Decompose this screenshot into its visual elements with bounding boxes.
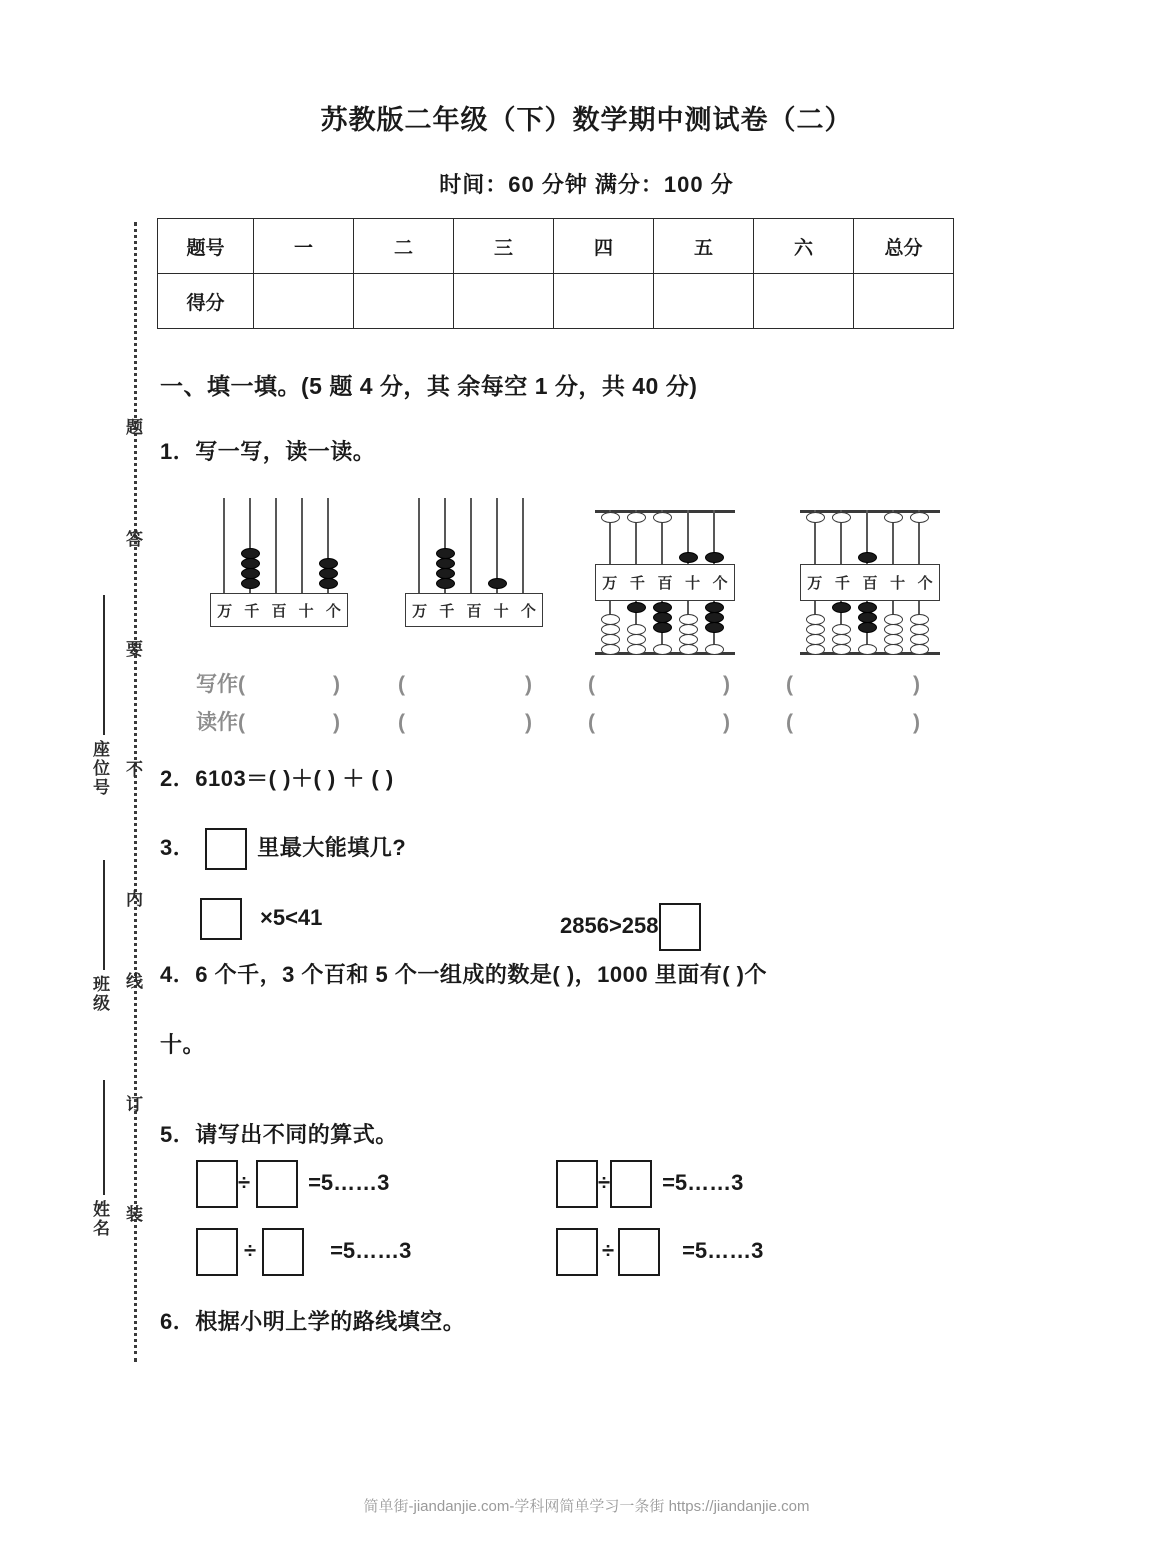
field-label-seat-number: 座位号 — [90, 740, 109, 797]
equation-3-divide-sign: ÷ — [244, 1237, 257, 1263]
place-label-wan: 万 — [807, 576, 823, 592]
read-blank-4-open[interactable]: ( — [786, 711, 793, 734]
score-col-5: 五 — [654, 219, 754, 274]
score-col-1: 一 — [254, 219, 354, 274]
equation-4-divide-sign: ÷ — [602, 1237, 615, 1263]
equation-3 — [196, 1228, 411, 1276]
question-3-left-box[interactable] — [200, 898, 242, 940]
seal-char-zhuang: 装 — [123, 1205, 142, 1224]
score-table — [157, 218, 954, 329]
place-label-bai: 百 — [271, 603, 287, 620]
place-label-qian: 千 — [629, 576, 645, 592]
write-blank-1-open[interactable]: ( — [238, 673, 245, 696]
read-blank-3-open[interactable]: ( — [588, 711, 595, 734]
score-row-label: 题号 — [158, 219, 254, 274]
field-line-class[interactable] — [103, 860, 105, 970]
place-label-qian: 千 — [439, 603, 455, 620]
question-4-text: 4．6 个千，3 个百和 5 个一组成的数是( )，1000 里面有( )个 — [160, 962, 767, 987]
question-1-text: 1．写一写，读一读。 — [160, 439, 376, 464]
abacus-rods — [210, 490, 348, 595]
place-label-qian: 千 — [834, 576, 850, 592]
question-3-left-expr: ×5<41 — [260, 904, 323, 930]
equation-1 — [196, 1160, 389, 1208]
write-blank-2-open[interactable]: ( — [398, 673, 405, 696]
place-label-bai: 百 — [657, 576, 673, 592]
question-6-text: 6．根据小明上学的路线填空。 — [160, 1309, 466, 1334]
equation-4 — [556, 1228, 763, 1276]
abacus-place-labels — [800, 564, 940, 601]
table-row-scores — [158, 274, 954, 329]
place-label-ge: 个 — [325, 603, 341, 620]
abacus-3 — [595, 504, 735, 659]
score-cell-1[interactable] — [254, 274, 354, 329]
field-line-seat-number[interactable] — [103, 595, 105, 735]
seal-char-xian: 线 — [123, 972, 142, 991]
question-2-text: 2．6103＝( )＋( ) ＋ ( ) — [160, 766, 394, 791]
section-heading: 一、填一填。(5 题 4 分，其 余每空 1 分，共 40 分) — [160, 373, 698, 399]
write-blank-4-open[interactable]: ( — [786, 673, 793, 696]
score-cell-3[interactable] — [454, 274, 554, 329]
abacus-place-labels — [210, 593, 348, 627]
score-col-4: 四 — [554, 219, 654, 274]
question-3-expr-left — [200, 898, 322, 940]
place-label-ge: 个 — [712, 576, 728, 592]
abacus-place-labels — [405, 593, 543, 627]
seal-char-da: 答 — [123, 530, 142, 549]
place-label-shi: 十 — [493, 603, 509, 620]
seal-char-nei: 内 — [123, 890, 142, 909]
equation-1-divide-sign: ÷ — [238, 1169, 251, 1195]
score-col-3: 三 — [454, 219, 554, 274]
question-3 — [160, 828, 406, 870]
read-blank-1-open[interactable]: ( — [238, 711, 245, 734]
page-subtitle: 时间：60 分钟 满分：100 分 — [439, 172, 734, 197]
seal-char-ti: 题 — [123, 418, 142, 437]
equation-1-divisor-box[interactable] — [256, 1160, 298, 1208]
score-col-6: 六 — [754, 219, 854, 274]
place-label-shi: 十 — [890, 576, 906, 592]
score-cell-4[interactable] — [554, 274, 654, 329]
place-label-wan: 万 — [412, 603, 428, 620]
write-blank-2-close: ) — [525, 673, 532, 696]
score-cell-6[interactable] — [754, 274, 854, 329]
seal-dotted-line — [134, 222, 139, 1362]
score-cell-total[interactable] — [854, 274, 954, 329]
abacus-2 — [405, 490, 543, 650]
write-blank-1-close: ) — [333, 673, 340, 696]
abacus-1 — [210, 490, 348, 650]
abacus-place-labels — [595, 564, 735, 601]
seal-char-bu: 不 — [123, 760, 142, 779]
equation-4-result: =5……3 — [682, 1237, 764, 1263]
seal-char-ding: 订 — [123, 1095, 142, 1114]
question-3-number: 3． — [160, 834, 196, 860]
place-label-ge: 个 — [917, 576, 933, 592]
equation-1-result: =5……3 — [308, 1169, 390, 1195]
footer-watermark: 简单街-jiandanjie.com-学科网简单学习一条街 https://jiandanjie.com — [363, 1498, 810, 1515]
page-title: 苏教版二年级（下）数学期中测试卷（二） — [320, 105, 853, 135]
score-col-2: 二 — [354, 219, 454, 274]
equation-3-result: =5……3 — [330, 1237, 412, 1263]
equation-4-dividend-box[interactable] — [556, 1228, 598, 1276]
read-label: 读作 — [196, 710, 238, 734]
question-3-expr-right — [560, 903, 701, 951]
write-answer-row — [196, 668, 920, 698]
score-col-total: 总分 — [854, 219, 954, 274]
read-blank-4-close: ) — [913, 711, 920, 734]
equation-2-dividend-box[interactable] — [556, 1160, 598, 1208]
abacus-4 — [800, 504, 940, 659]
field-line-name[interactable] — [103, 1080, 105, 1195]
read-answer-row — [196, 706, 920, 736]
read-blank-1-close: ) — [333, 711, 340, 734]
equation-3-dividend-box[interactable] — [196, 1228, 238, 1276]
write-label: 写作 — [196, 672, 238, 696]
equation-4-divisor-box[interactable] — [618, 1228, 660, 1276]
write-blank-4-close: ) — [913, 673, 920, 696]
question-3-text: 里最大能填几? — [257, 834, 407, 860]
question-5-text: 5．请写出不同的算式。 — [160, 1122, 398, 1147]
place-label-shi: 十 — [685, 576, 701, 592]
equation-3-divisor-box[interactable] — [262, 1228, 304, 1276]
equation-2 — [556, 1160, 743, 1208]
abacus-rods — [405, 490, 543, 595]
field-label-class: 班级 — [90, 975, 109, 1013]
table-row-header — [158, 219, 954, 274]
place-label-qian: 千 — [244, 603, 260, 620]
read-blank-3-close: ) — [723, 711, 730, 734]
place-label-wan: 万 — [602, 576, 618, 592]
field-label-name: 姓名 — [90, 1200, 109, 1238]
question-4-continuation: 十。 — [160, 1032, 206, 1057]
equation-2-divisor-box[interactable] — [610, 1160, 652, 1208]
place-label-shi: 十 — [298, 603, 314, 620]
seal-char-yao: 要 — [123, 640, 142, 659]
equation-2-divide-sign: ÷ — [598, 1169, 611, 1195]
write-blank-3-close: ) — [723, 673, 730, 696]
write-blank-3-open[interactable]: ( — [588, 673, 595, 696]
place-label-wan: 万 — [217, 603, 233, 620]
equation-1-dividend-box[interactable] — [196, 1160, 238, 1208]
read-blank-2-open[interactable]: ( — [398, 711, 405, 734]
equation-2-result: =5……3 — [662, 1169, 744, 1195]
score-cell-2[interactable] — [354, 274, 454, 329]
score-row-label-2: 得分 — [158, 274, 254, 329]
place-label-bai: 百 — [862, 576, 878, 592]
score-cell-5[interactable] — [654, 274, 754, 329]
abacus-figure-group — [195, 490, 955, 740]
place-label-bai: 百 — [466, 603, 482, 620]
question-3-answer-box[interactable] — [205, 828, 247, 870]
place-label-ge: 个 — [520, 603, 536, 620]
question-3-right-box[interactable] — [659, 903, 701, 951]
question-3-right-expr: 2856>258 — [560, 912, 659, 938]
read-blank-2-close: ) — [525, 711, 532, 734]
